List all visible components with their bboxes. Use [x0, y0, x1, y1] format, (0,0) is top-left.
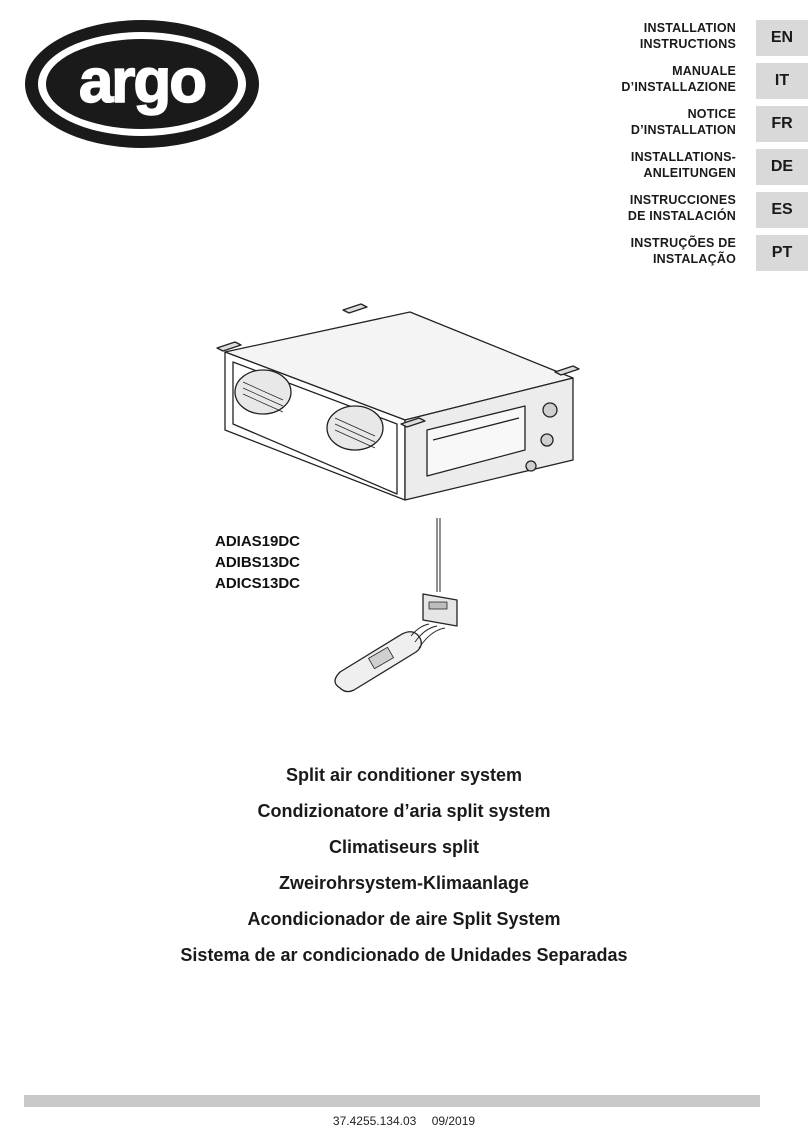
title-de: Zweirohrsystem-Klimaanlage — [278, 873, 530, 893]
product-illustration — [205, 300, 585, 710]
lang-row-fr — [0, 102, 808, 146]
footer-bar — [24, 1095, 760, 1107]
model-name: ADICS13DC — [215, 575, 301, 592]
lang-row-de — [0, 145, 808, 189]
lang-row-en — [0, 16, 808, 60]
logo-wordmark: argo — [78, 47, 206, 116]
lang-row-it — [0, 59, 808, 103]
lang-label-it: MANUALE D’INSTALLAZIONE — [621, 64, 736, 94]
bracket-right — [555, 366, 579, 375]
bracket-top — [343, 304, 367, 313]
lang-label-en: INSTALLATION INSTRUCTIONS — [639, 21, 736, 51]
title-it: Condizionatore d’aria split system — [257, 801, 551, 821]
title-fr: Climatiseurs split — [328, 837, 480, 857]
lang-code-es: ES — [756, 192, 808, 228]
lang-row-es — [0, 188, 808, 232]
document-code — [0, 1114, 808, 1128]
doc-date: 09/2019 — [431, 1114, 476, 1128]
lang-code-de: DE — [756, 149, 808, 185]
model-name: ADIAS19DC — [215, 533, 301, 550]
lang-label-de: INSTALLATIONS- ANLEITUNGEN — [630, 150, 736, 180]
title-es: Acondicionador de aire Split System — [247, 909, 561, 929]
title-en: Split air conditioner system — [285, 765, 523, 785]
drain-fitting — [526, 461, 536, 471]
lang-row-pt — [0, 231, 808, 275]
lang-label-fr: NOTICE D’INSTALLATION — [630, 107, 736, 137]
lang-label-pt: INSTRUÇÕES DE INSTALAÇÃO — [630, 236, 736, 266]
lang-label-es: INSTRUCCIONES DE INSTALACIÓN — [627, 193, 736, 223]
product-titles — [0, 757, 808, 973]
doc-number: 37.4255.134.03 — [332, 1114, 417, 1128]
lang-code-en: EN — [756, 20, 808, 56]
model-name: ADIBS13DC — [215, 554, 301, 571]
blower-right — [327, 406, 383, 450]
pipe-fitting-top — [543, 403, 557, 417]
wall-controller — [423, 594, 457, 626]
blower-left — [235, 370, 291, 414]
model-list — [215, 531, 300, 594]
pipe-fitting-bottom — [541, 434, 553, 446]
lang-code-it: IT — [756, 63, 808, 99]
title-pt: Sistema de ar condicionado de Unidades Separadas — [180, 945, 628, 965]
lang-code-pt: PT — [756, 235, 808, 271]
lang-code-fr: FR — [756, 106, 808, 142]
